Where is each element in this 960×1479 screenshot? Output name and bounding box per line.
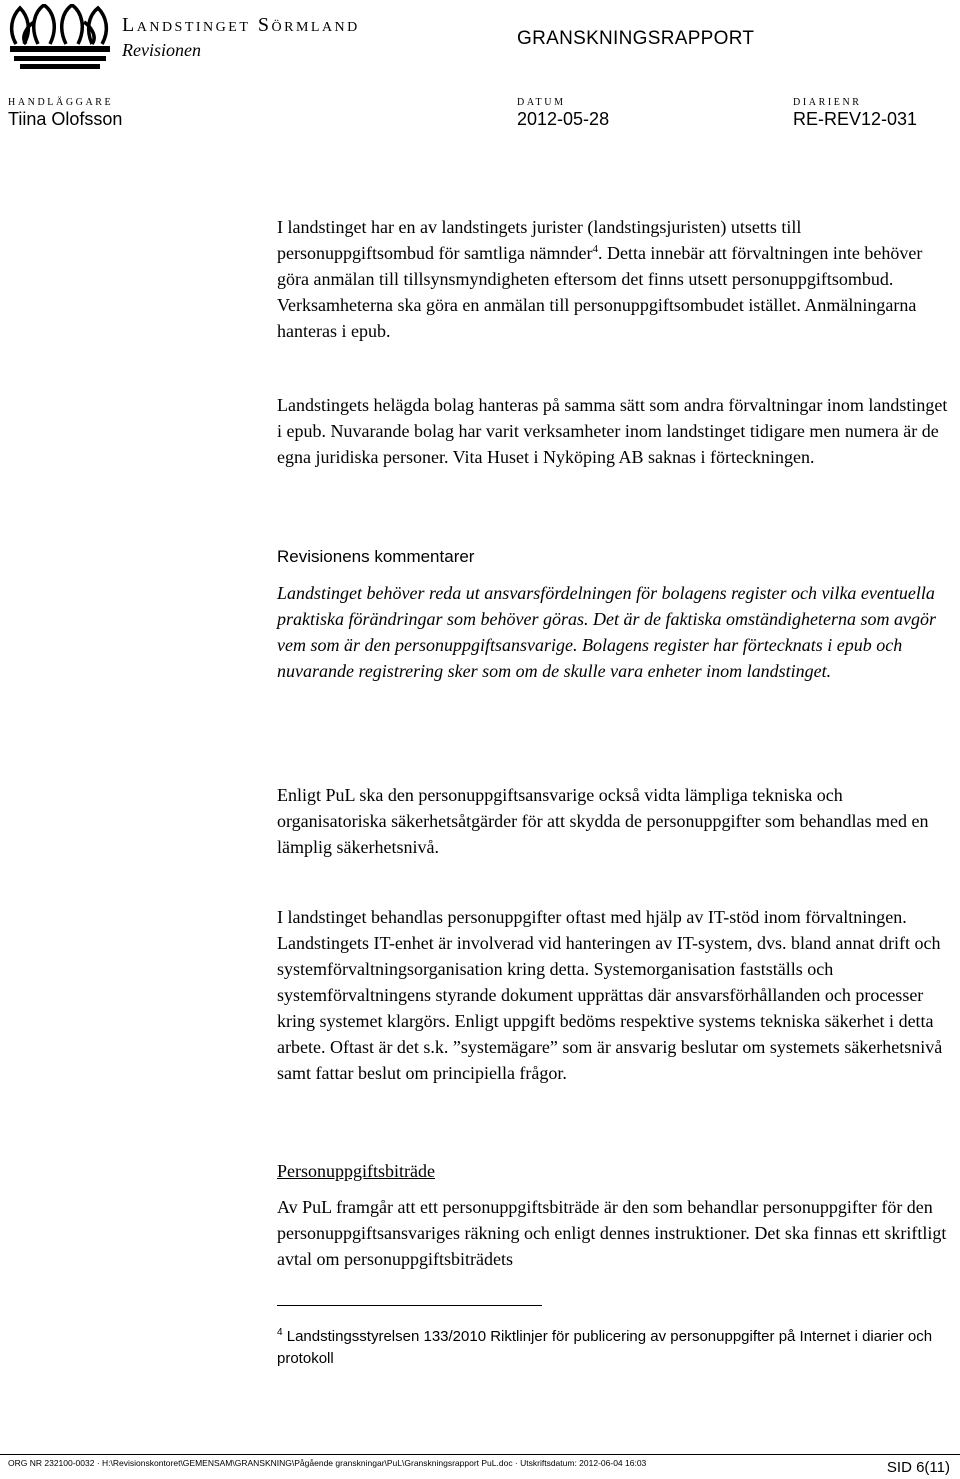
footer-text: ORG NR 232100-0032 · H:\Revisionskontoret\GEMENSAM\GRANSKNING\Pågående granskningar\PuL\Granskningsrapport PuL.doc · Utskriftsdatum: 2012-06-04 16:03 <box>8 1458 647 1468</box>
comments-heading: Revisionens kommentarer <box>277 547 475 566</box>
handlaggare-value: Tiina Olofsson <box>8 109 123 129</box>
paragraph-bolag <box>277 392 955 470</box>
unit-name: Revisionen <box>122 40 201 60</box>
section-heading-biträde: Personuppgiftsbiträde <box>277 1161 435 1181</box>
paragraph-ombud <box>277 214 955 344</box>
footnote <box>277 1322 957 1370</box>
datum-label: DATUM <box>517 97 566 108</box>
handlaggare-label: HANDLÄGGARE <box>8 97 114 108</box>
footnote-ref: 4 <box>592 243 598 255</box>
footer-divider <box>0 1454 960 1455</box>
diarienr-label: DIARIENR <box>793 97 862 108</box>
footnote-text: Landstingsstyrelsen 133/2010 Riktlinjer för publicering av personuppgifter på Internet i diarier och protokoll <box>277 1328 933 1367</box>
page-number: SID 6(11) <box>886 1459 950 1476</box>
paragraph-it-stod: I landstinget behandlas personuppgifter oftast med hjälp av IT-stöd inom förvaltningen. Landstingets IT-enhet är involverad vid hanteringen av IT-system, dvs. bland annat drift och systemförvaltningsorganisation kring detta. Systemorganisation fastställs och systemförvaltningens styrande dokument upprättas där ansvarsförhållanden och processer kring systemet klargörs. Enligt uppgift bedöms respektive systems tekniska säkerhet i detta arbete. Oftast är det s.k. ”systemägare” som är ansvarig beslutar om systemets säkerhetsnivå samt fattar beslut om principiella frågor. <box>277 907 943 1083</box>
paragraph-ombud-part2: . Detta innebär att förvaltningen inte behöver göra anmälan till tillsynsmyndigheten eftersom det finns utsett personuppgiftsombud. Verksamheterna ska göra en anmälan till personuppgiftsombudet istället. Anmälningarna hanteras i epub. <box>277 243 923 341</box>
paragraph-bolag-text: Landstingets helägda bolag hanteras på samma sätt som andra förvaltningar inom landstinget i epub. Nuvarande bolag har varit verksamheter inom landstinget tidigare men numera är de egna juridiska personer. Vita Huset i Nyköping AB saknas i förteckningen. <box>277 395 948 467</box>
document-type: GRANSKNINGSRAPPORT <box>517 28 755 49</box>
paragraph-ombud-part1: I landstinget har en av landstingets jurister (landstingsjuristen) utsetts till personuppgiftsombud för samtliga nämnder <box>277 217 802 263</box>
datum-value: 2012-05-28 <box>517 109 610 129</box>
paragraph-sakerhet: Enligt PuL ska den personuppgiftsansvarige också vidta lämpliga tekniska och organisatoriska säkerhetsåtgärder för att skydda de personuppgifter som behandlas med en lämplig säkerhetsnivå. <box>277 785 929 857</box>
footnote-divider <box>277 1305 542 1306</box>
paragraph-biträde: Av PuL framgår att ett personuppgiftsbiträde är den som behandlar personuppgifter för den personuppgiftsansvariges räkning och enligt dennes instruktioner. Det ska finnas ett skriftligt avtal om personuppgiftsbiträdets <box>277 1197 947 1269</box>
organization-name: Landstinget Sörmland <box>122 14 360 36</box>
footnote-number: 4 <box>277 1327 283 1338</box>
comments-text: Landstinget behöver reda ut ansvarsfördelningen för bolagens register och vilka eventuella praktiska förändringar som behöver göras. Det är de faktiska omständigheterna som avgör vem som är den personuppgiftsansvarige. Bolagens register har förtecknats i epub och nuvarande registrering sker som om de skulle vara enheter inom landstinget. <box>277 583 936 681</box>
landstinget-logo <box>6 4 114 70</box>
diarienr-value: RE-REV12-031 <box>793 109 918 129</box>
